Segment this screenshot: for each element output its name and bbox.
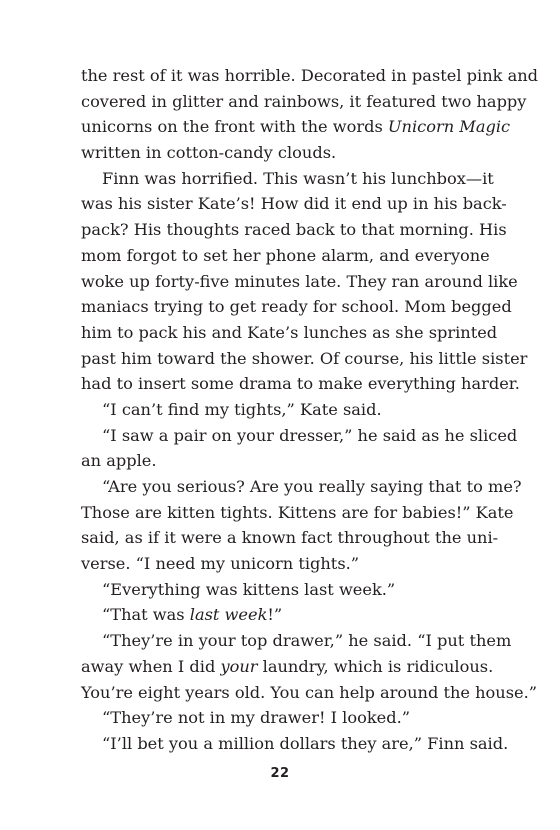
- text-line: [81, 346, 528, 372]
- text-segment: mom forgot to set her phone alarm, and everyone: [81, 245, 490, 265]
- text-line: [81, 217, 507, 243]
- text-segment: !”: [267, 605, 283, 625]
- text-line: [81, 320, 498, 346]
- text-segment: laundry, which is ridiculous.: [257, 656, 494, 676]
- text-segment: “They’re in your top drawer,” he said. “I put them: [102, 631, 512, 651]
- text-line: [81, 423, 518, 449]
- text-segment: covered in glitter and rainbows, it featured two happy: [81, 91, 527, 111]
- text-line: [81, 191, 507, 217]
- text-segment: away when I did: [81, 656, 221, 676]
- text-line: [81, 89, 527, 115]
- text-line: [81, 294, 512, 320]
- text-segment: past him toward the shower. Of course, his little sister: [81, 348, 528, 368]
- text-line: [81, 371, 520, 397]
- text-line: [81, 602, 481, 628]
- text-segment: “I’ll bet you a million dollars they are,” Finn said.: [102, 733, 509, 753]
- text-segment: “That was: [102, 605, 190, 625]
- body-text: [81, 63, 539, 757]
- italic-segment: last week: [189, 605, 268, 625]
- text-line: [81, 525, 499, 551]
- text-segment: maniacs trying to get ready for school. Mom begged: [81, 297, 512, 317]
- text-segment: “Everything was kittens last week.”: [102, 579, 396, 599]
- text-segment: Those are kitten tights. Kittens are for babies!” Kate: [81, 502, 514, 522]
- text-line: [81, 114, 511, 140]
- text-segment: Finn was horrified. This wasn’t his lunchbox—it: [102, 168, 494, 188]
- text-segment: verse. “I need my unicorn tights.”: [81, 554, 360, 574]
- text-segment: “They’re not in my drawer! I looked.”: [102, 708, 410, 728]
- text-segment: “Are you serious? Are you really saying that to me?: [102, 477, 522, 496]
- text-segment: was his sister Kate’s! How did it end up in his back-: [81, 194, 507, 214]
- text-line: [81, 243, 490, 269]
- text-line: [81, 628, 512, 654]
- text-line: [81, 448, 481, 474]
- text-segment: unicorns on the front with the words: [81, 117, 388, 137]
- text-segment: him to pack his and Kate’s lunches as she sprinted: [81, 322, 498, 342]
- italic-segment: your: [220, 656, 258, 676]
- page-number: 22: [270, 766, 290, 781]
- text-segment: pack? His thoughts raced back to that morning. His: [81, 220, 507, 240]
- italic-segment: Unicorn Magic: [387, 117, 511, 137]
- text-line: [81, 577, 481, 603]
- text-line: [81, 166, 494, 192]
- text-segment: the rest of it was horrible. Decorated in pastel pink and: [81, 66, 539, 85]
- text-line: [81, 551, 481, 577]
- text-line: [81, 269, 518, 295]
- text-line: [81, 140, 481, 166]
- text-line: [81, 654, 494, 680]
- text-line: [81, 500, 514, 526]
- text-segment: You’re eight years old. You can help around the house.”: [81, 682, 538, 702]
- text-segment: written in cotton-candy clouds.: [81, 143, 337, 163]
- text-segment: “I saw a pair on your dresser,” he said as he sliced: [102, 425, 518, 445]
- text-line: [81, 474, 522, 500]
- text-segment: said, as if it were a known fact throughout the uni-: [81, 528, 499, 548]
- text-segment: woke up forty-five minutes late. They ran around like: [81, 271, 518, 291]
- text-line: [81, 63, 539, 89]
- text-line: [81, 397, 481, 423]
- text-line: [81, 731, 509, 757]
- text-segment: “I can’t find my tights,” Kate said.: [102, 399, 382, 419]
- text-line: [81, 680, 538, 706]
- text-line: [81, 705, 481, 731]
- text-segment: had to insert some drama to make everything harder.: [81, 374, 520, 394]
- text-segment: an apple.: [81, 451, 157, 471]
